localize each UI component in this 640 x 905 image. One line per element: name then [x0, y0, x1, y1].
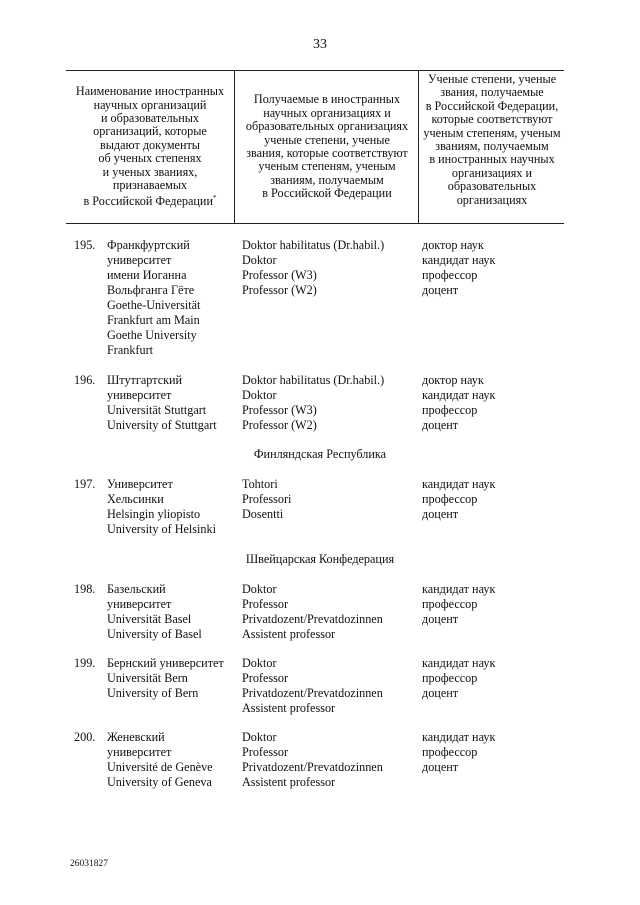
header-line: и ученых званиях, [102, 164, 198, 179]
header-line: званиям, получаемым [435, 139, 549, 154]
header-line: организаций, которые [93, 124, 207, 139]
russian-degree: кандидат наук [422, 477, 496, 491]
russian-degree: кандидат наук [422, 388, 496, 402]
document-code: 26031827 [70, 859, 108, 869]
russian-degree: кандидат наук [422, 656, 496, 670]
organization-name [107, 656, 237, 701]
header-line-text: в Российской Федерации [83, 194, 213, 209]
russian-degree: кандидат наук [422, 582, 496, 596]
foreign-degree: Doktor [242, 253, 277, 267]
foreign-degree: Professor [242, 745, 289, 759]
russian-degree: профессор [422, 745, 478, 759]
org-line: Universität Stuttgart [107, 403, 207, 417]
header-line: образовательных [447, 179, 537, 194]
russian-degree: профессор [422, 403, 478, 417]
foreign-degrees [242, 730, 420, 790]
russian-degree: доцент [422, 760, 459, 774]
org-line: Штутгартский [107, 373, 183, 387]
header-line: в Российской Федерации [262, 186, 392, 201]
entry-number: 197. [74, 477, 96, 491]
entry-number: 195. [74, 238, 96, 252]
org-line: University of Basel [107, 627, 202, 641]
table-header [66, 70, 564, 224]
org-line: University of Bern [107, 686, 199, 700]
footnote-mark: * [212, 194, 217, 203]
foreign-degree: Tohtori [242, 477, 278, 491]
russian-degree: кандидат наук [422, 253, 496, 267]
org-line: University of Geneva [107, 775, 212, 789]
foreign-degree: Assistent professor [242, 701, 336, 715]
foreign-degree: Professor [242, 671, 289, 685]
org-line: Вольфганга Гёте [107, 283, 195, 297]
foreign-degree: Assistent professor [242, 627, 336, 641]
foreign-degree: Doktor [242, 388, 277, 402]
header-line: организациях [456, 192, 528, 207]
foreign-degrees [242, 477, 420, 522]
foreign-degree: Dosentti [242, 507, 284, 521]
foreign-degree: Doktor [242, 656, 277, 670]
foreign-degrees [242, 373, 420, 433]
org-line: университет [107, 388, 172, 402]
russian-degree: доцент [422, 507, 459, 521]
org-line: Хельсинки [107, 492, 164, 506]
header-col-russian-degrees [418, 71, 565, 223]
russian-degree: профессор [422, 597, 478, 611]
foreign-degree: Privatdozent/Prevatdozinnen [242, 612, 383, 626]
russian-degree: доцент [422, 283, 459, 297]
header-line: Получаемые в иностранных [253, 92, 401, 107]
header-line: званиям, получаемым [270, 172, 384, 187]
org-line: Frankfurt am Main [107, 313, 200, 327]
foreign-degree: Doktor habilitatus (Dr.habil.) [242, 373, 385, 387]
header-line: Наименование иностранных [75, 84, 225, 99]
header-line: звания, которые соответствуют [246, 146, 408, 160]
foreign-degrees [242, 656, 420, 716]
russian-degrees [422, 582, 562, 627]
header-line: Ученые степени, ученые [427, 72, 557, 86]
org-line: Франкфуртский [107, 238, 190, 252]
foreign-degree: Privatdozent/Prevatdozinnen [242, 686, 383, 700]
header-line: об ученых степенях [98, 151, 202, 166]
org-line: Universität Bern [107, 671, 188, 685]
russian-degrees [422, 238, 562, 298]
russian-degree: доцент [422, 612, 459, 626]
organization-name [107, 582, 237, 642]
org-line: Helsingin yliopisto [107, 507, 201, 521]
org-line: Université de Genève [107, 760, 213, 774]
entry-number: 196. [74, 373, 96, 387]
header-line: выдают документы [99, 137, 200, 152]
russian-degree: доктор наук [422, 373, 484, 387]
foreign-degree: Privatdozent/Prevatdozinnen [242, 760, 383, 774]
org-line: Frankfurt [107, 343, 154, 357]
header-line: образовательных организациях [245, 119, 409, 134]
header-line: научных организациях и [263, 105, 391, 120]
russian-degree: профессор [422, 268, 478, 282]
entry-number: 199. [74, 656, 96, 670]
header-line: звания, получаемые [440, 85, 544, 100]
header-line: научных организаций [93, 97, 207, 112]
page-number: 33 [313, 37, 327, 52]
foreign-degree: Assistent professor [242, 775, 336, 789]
header-line: которые соответствуют [431, 112, 553, 127]
foreign-degree: Professor (W2) [242, 283, 317, 297]
org-line: Universität Basel [107, 612, 192, 626]
russian-degree: кандидат наук [422, 730, 496, 744]
foreign-degrees [242, 582, 420, 642]
russian-degree: профессор [422, 492, 478, 506]
header-line: и образовательных [100, 110, 200, 125]
foreign-degree: Doktor [242, 730, 277, 744]
org-line: Бернский университет [107, 656, 224, 670]
russian-degrees [422, 656, 562, 701]
entry-number: 200. [74, 730, 96, 744]
org-line: University of Helsinki [107, 522, 216, 536]
country-heading: Швейцарская Конфедерация [245, 552, 395, 566]
header-line [76, 192, 224, 208]
org-line: Женевский [107, 730, 165, 744]
header-line: организациях и [451, 165, 533, 180]
foreign-degree: Doktor habilitatus (Dr.habil.) [242, 238, 385, 252]
russian-degrees [422, 373, 562, 433]
foreign-degree: Doktor [242, 582, 277, 596]
foreign-degree: Professor (W2) [242, 418, 317, 432]
header-line: в Российской Федерации, [425, 98, 559, 113]
org-line: Университет [107, 477, 173, 491]
header-line: ученые степени, ученые [264, 132, 390, 147]
org-line: Goethe-Universität [107, 298, 201, 312]
header-col-organization [66, 71, 234, 223]
header-col-foreign-degrees [234, 71, 419, 223]
foreign-degree: Professor (W3) [242, 403, 317, 417]
organization-name [107, 238, 237, 358]
header-line: ученым степеням, ученым [258, 159, 396, 174]
russian-degree: доктор наук [422, 238, 484, 252]
russian-degree: профессор [422, 671, 478, 685]
foreign-degree: Professor (W3) [242, 268, 317, 282]
russian-degrees [422, 477, 562, 522]
country-heading: Финляндская Республика [253, 447, 387, 461]
russian-degree: доцент [422, 418, 459, 432]
org-line: Goethe University [107, 328, 197, 342]
organization-name [107, 373, 237, 433]
foreign-degrees [242, 238, 420, 298]
header-line: в иностранных научных [429, 152, 555, 167]
foreign-degree: Professor [242, 597, 289, 611]
organization-name [107, 730, 237, 790]
org-line: Базельский [107, 582, 166, 596]
russian-degree: доцент [422, 686, 459, 700]
header-line: признаваемых [112, 177, 188, 192]
org-line: имени Иоганна [107, 268, 187, 282]
org-line: университет [107, 597, 172, 611]
org-line: университет [107, 745, 172, 759]
russian-degrees [422, 730, 562, 775]
organization-name [107, 477, 237, 537]
entry-number: 198. [74, 582, 96, 596]
org-line: University of Stuttgart [107, 418, 217, 432]
foreign-degree: Professori [242, 492, 292, 506]
org-line: университет [107, 253, 172, 267]
header-line: ученым степеням, ученым [423, 125, 561, 140]
